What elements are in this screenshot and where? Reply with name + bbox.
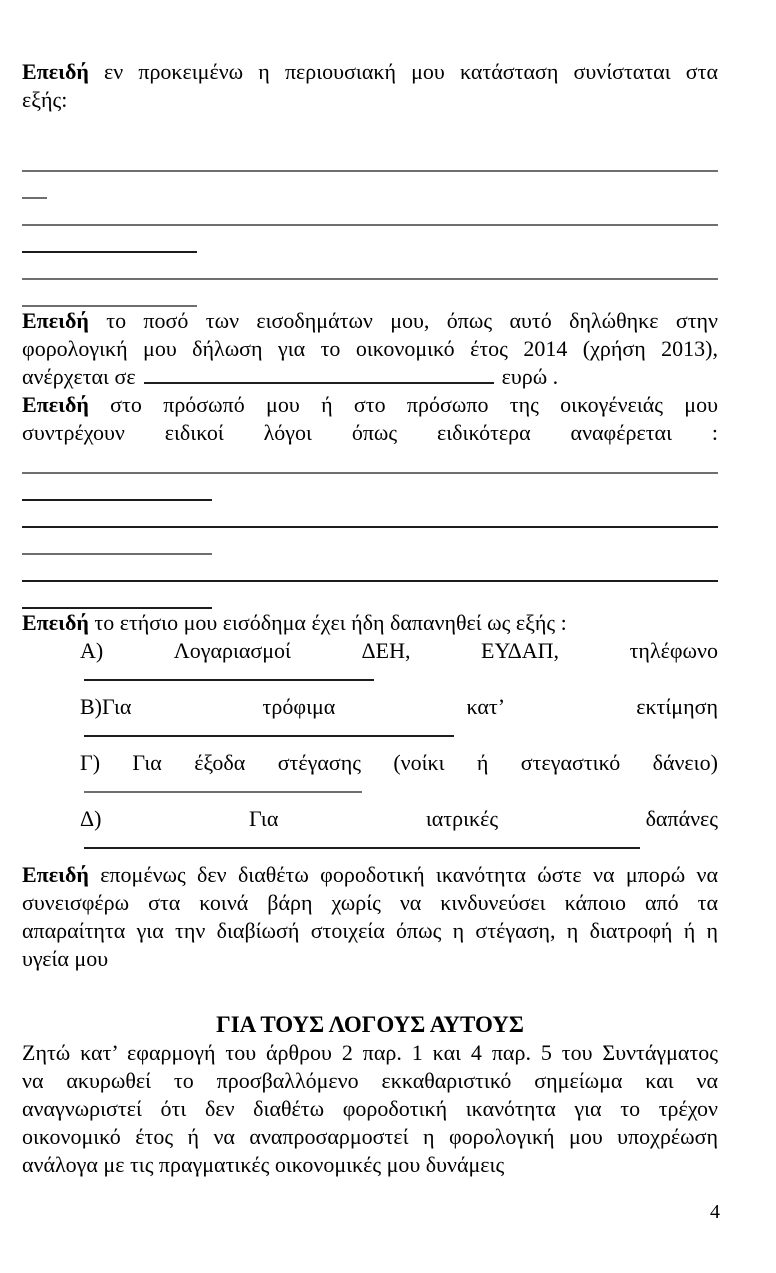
section-heading: ΓΙΑ ΤΟΥΣ ΛΟΓΟΥΣ ΑΥΤΟΥΣ (216, 1012, 524, 1037)
text-line: υγεία μου (22, 946, 109, 971)
amount-line (22, 363, 718, 391)
text-line: Επειδή στο πρόσωπό μου ή στο πρόσωπο της οικογένειάς μου (22, 392, 718, 417)
amount-line-suffix: ευρώ . (501, 364, 559, 389)
text-line: Ζητώ κατ’ εφαρμογή του άρθρου 2 παρ. 1 και 4 παρ. 5 του Συντάγματος (22, 1040, 718, 1065)
blank-line (22, 199, 718, 226)
word: κατ’ (466, 694, 506, 719)
word: δαπάνες (645, 806, 718, 831)
lead-word: Επειδή (22, 610, 89, 635)
text-line: να ακυρωθεί το προσβαλλόμενο εκκαθαριστικό σημείωμα και να (22, 1068, 718, 1093)
paragraph-no-tax-capacity (22, 861, 718, 973)
word: Για (248, 806, 279, 831)
blank-lines-property (22, 145, 718, 307)
lead-word: Επειδή (22, 862, 89, 887)
word: τηλέφωνο (629, 638, 718, 663)
lead-word: Επειδή (22, 308, 89, 333)
word: (νοίκι (393, 750, 445, 775)
paragraph-annual-income-spent (22, 609, 718, 637)
blank-line (22, 582, 212, 609)
text-line: φορολογική μου δήλωση για το οικονομικό έτος 2014 (χρήση 2013), (22, 336, 718, 361)
expense-amount-line-b (84, 735, 454, 737)
blank-line (22, 145, 718, 172)
amount-blank-field (144, 368, 494, 384)
paragraph-property-status (22, 58, 718, 114)
blank-line (22, 447, 718, 474)
expense-amount-line-d (84, 847, 640, 849)
expense-row-b (80, 693, 718, 721)
text-line: ανάλογα με τις πραγματικές οικονομικές μου δυνάμεις (22, 1152, 505, 1177)
word: στεγαστικό (520, 750, 621, 775)
word: δάνειο) (652, 750, 718, 775)
text-line: Επειδή το ποσό των εισοδημάτων μου, όπως αυτό δηλώθηκε στην (22, 308, 718, 333)
text-line: απαραίτητα για την διαβίωσή στοιχεία όπως η στέγαση, η διατροφή ή η (22, 918, 718, 943)
blank-line (22, 528, 212, 555)
text-line: συνεισφέρω στα κοινά βάρη χωρίς να κινδυνεύσει κάποιο από τα (22, 890, 718, 915)
word: εκτίμηση (636, 694, 718, 719)
lead-word: Επειδή (22, 59, 89, 84)
blank-line (22, 253, 718, 280)
blank-line (22, 474, 212, 501)
paragraph-declared-income (22, 307, 718, 363)
word: Γ) (80, 750, 101, 775)
blank-line (22, 172, 47, 199)
expense-row-d (80, 805, 718, 833)
word: Α) (80, 638, 104, 663)
word: ΔΕΗ, (361, 638, 411, 663)
paragraph-request (22, 1039, 718, 1179)
page-number: 4 (710, 1201, 720, 1223)
word: Λογαριασμοί (173, 638, 291, 663)
text-line: συντρέχουν ειδικοί λόγοι όπως ειδικότερα αναφέρεται : (22, 420, 718, 445)
word: ΕΥΔΑΠ, (481, 638, 560, 663)
text-line: αναγνωριστεί ότι δεν διαθέτω φοροδοτική ικανότητα για το τρέχον (22, 1096, 718, 1121)
word: Για (132, 750, 162, 775)
expense-amount-line-a (84, 679, 374, 681)
paragraph-special-reasons (22, 391, 718, 447)
word: Δ) (80, 806, 102, 831)
lead-word: Επειδή (22, 392, 89, 417)
text-line: Επειδή το ετήσιο μου εισόδημα έχει ήδη δαπανηθεί ως εξής : (22, 610, 567, 635)
blank-lines-reasons (22, 447, 718, 609)
word: τρόφιμα (262, 694, 336, 719)
word: ή (476, 750, 489, 775)
blank-line (22, 555, 718, 582)
text-line: Επειδή επομένως δεν διαθέτω φοροδοτική ικανότητα ώστε να μπορώ να (22, 862, 718, 887)
text-line: εξής: (22, 87, 68, 112)
word: Β)Για (80, 694, 132, 719)
expense-items (80, 637, 718, 849)
expense-row-c (80, 749, 718, 777)
text-line: Επειδή εν προκειμένω η περιουσιακή μου κατάσταση συνίσταται στα (22, 59, 718, 84)
expense-amount-line-c (84, 791, 362, 793)
word: στέγασης (277, 750, 361, 775)
word: ιατρικές (425, 806, 499, 831)
blank-line (22, 501, 718, 528)
expense-row-a (80, 637, 718, 665)
blank-line (22, 280, 197, 307)
amount-line-prefix: ανέρχεται σε (22, 364, 136, 389)
document-content (22, 58, 718, 1179)
text-line: οικονομικό έτος ή να αναπροσαρμοστεί η φορολογική μου υποχρέωση (22, 1124, 718, 1149)
word: έξοδα (194, 750, 246, 775)
blank-line (22, 226, 197, 253)
